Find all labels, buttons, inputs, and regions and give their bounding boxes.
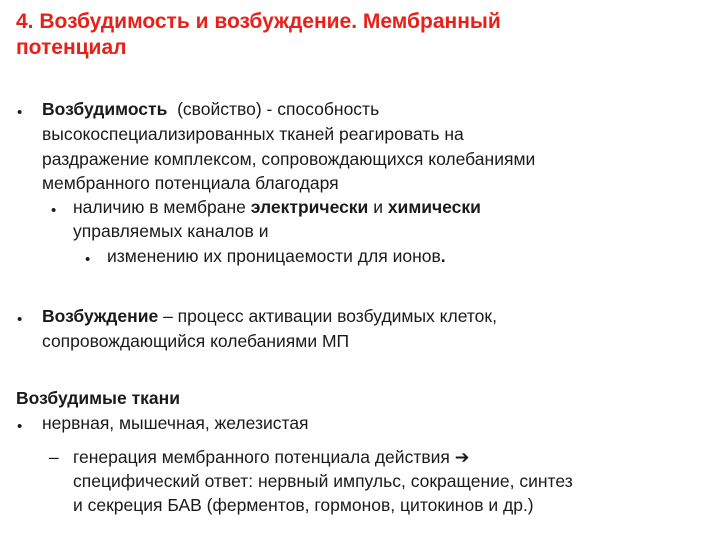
excitability-sub-1 [73,196,481,219]
sub1-bold-chemical: химически [387,197,481,217]
excitability-line-2: высокоспециализированных тканей реагировать на [42,124,464,144]
generation-line-2: специфический ответ: нервный импульс, сокращение, синтез [73,471,573,491]
excitability-line-4: мембранного потенциала благодаря [42,173,339,193]
excitation-definition: – процесс активации возбудимых клеток, [158,306,497,326]
slide-title-line-1: 4. Возбудимость и возбуждение. Мембранный [16,10,501,33]
bullet-icon: • [51,202,57,219]
slide-title [16,9,706,61]
bullet-icon: • [17,311,23,328]
tissues-list: нервная, мышечная, железистая [42,413,309,433]
bullet-icon: • [85,251,91,268]
arrow-right-icon: ➔ [454,447,470,467]
generation-line-3: и секреция БАВ (ферментов, гормонов, цитокинов и др.) [73,495,534,515]
dash-icon: – [49,447,59,467]
excitation-term: Возбуждение [42,306,159,326]
slide-title-line-2: потенциал [16,36,127,59]
excitability-sub-1-line-2: управляемых каналов и [73,221,269,241]
excitability-line-1 [42,98,379,121]
bullet-icon: • [17,418,23,435]
sub2-dot: . [440,246,446,266]
generation-text: генерация мембранного потенциала действия [73,447,450,467]
generation-line-1 [73,446,469,469]
excitation-line-2: сопровождающийся колебаниями МП [42,331,350,351]
excitability-definition: (свойство) - способность [177,99,380,119]
sub1-and: и [368,197,388,217]
excitation-line-1 [42,305,497,328]
bullet-icon: • [17,104,23,121]
tissues-heading [16,387,180,410]
sub2-text: изменению их проницаемости для ионов [107,246,441,266]
tissues-heading-text: Возбудимые ткани [16,388,180,408]
excitability-sub-2 [107,245,446,268]
excitability-line-3: раздражение комплексом, сопровождающихся колебаниями [42,149,536,169]
sub1-bold-electric: электрически [250,197,369,217]
sub1-text: наличию в мембране [73,197,251,217]
excitability-term: Возбудимость [42,99,168,119]
